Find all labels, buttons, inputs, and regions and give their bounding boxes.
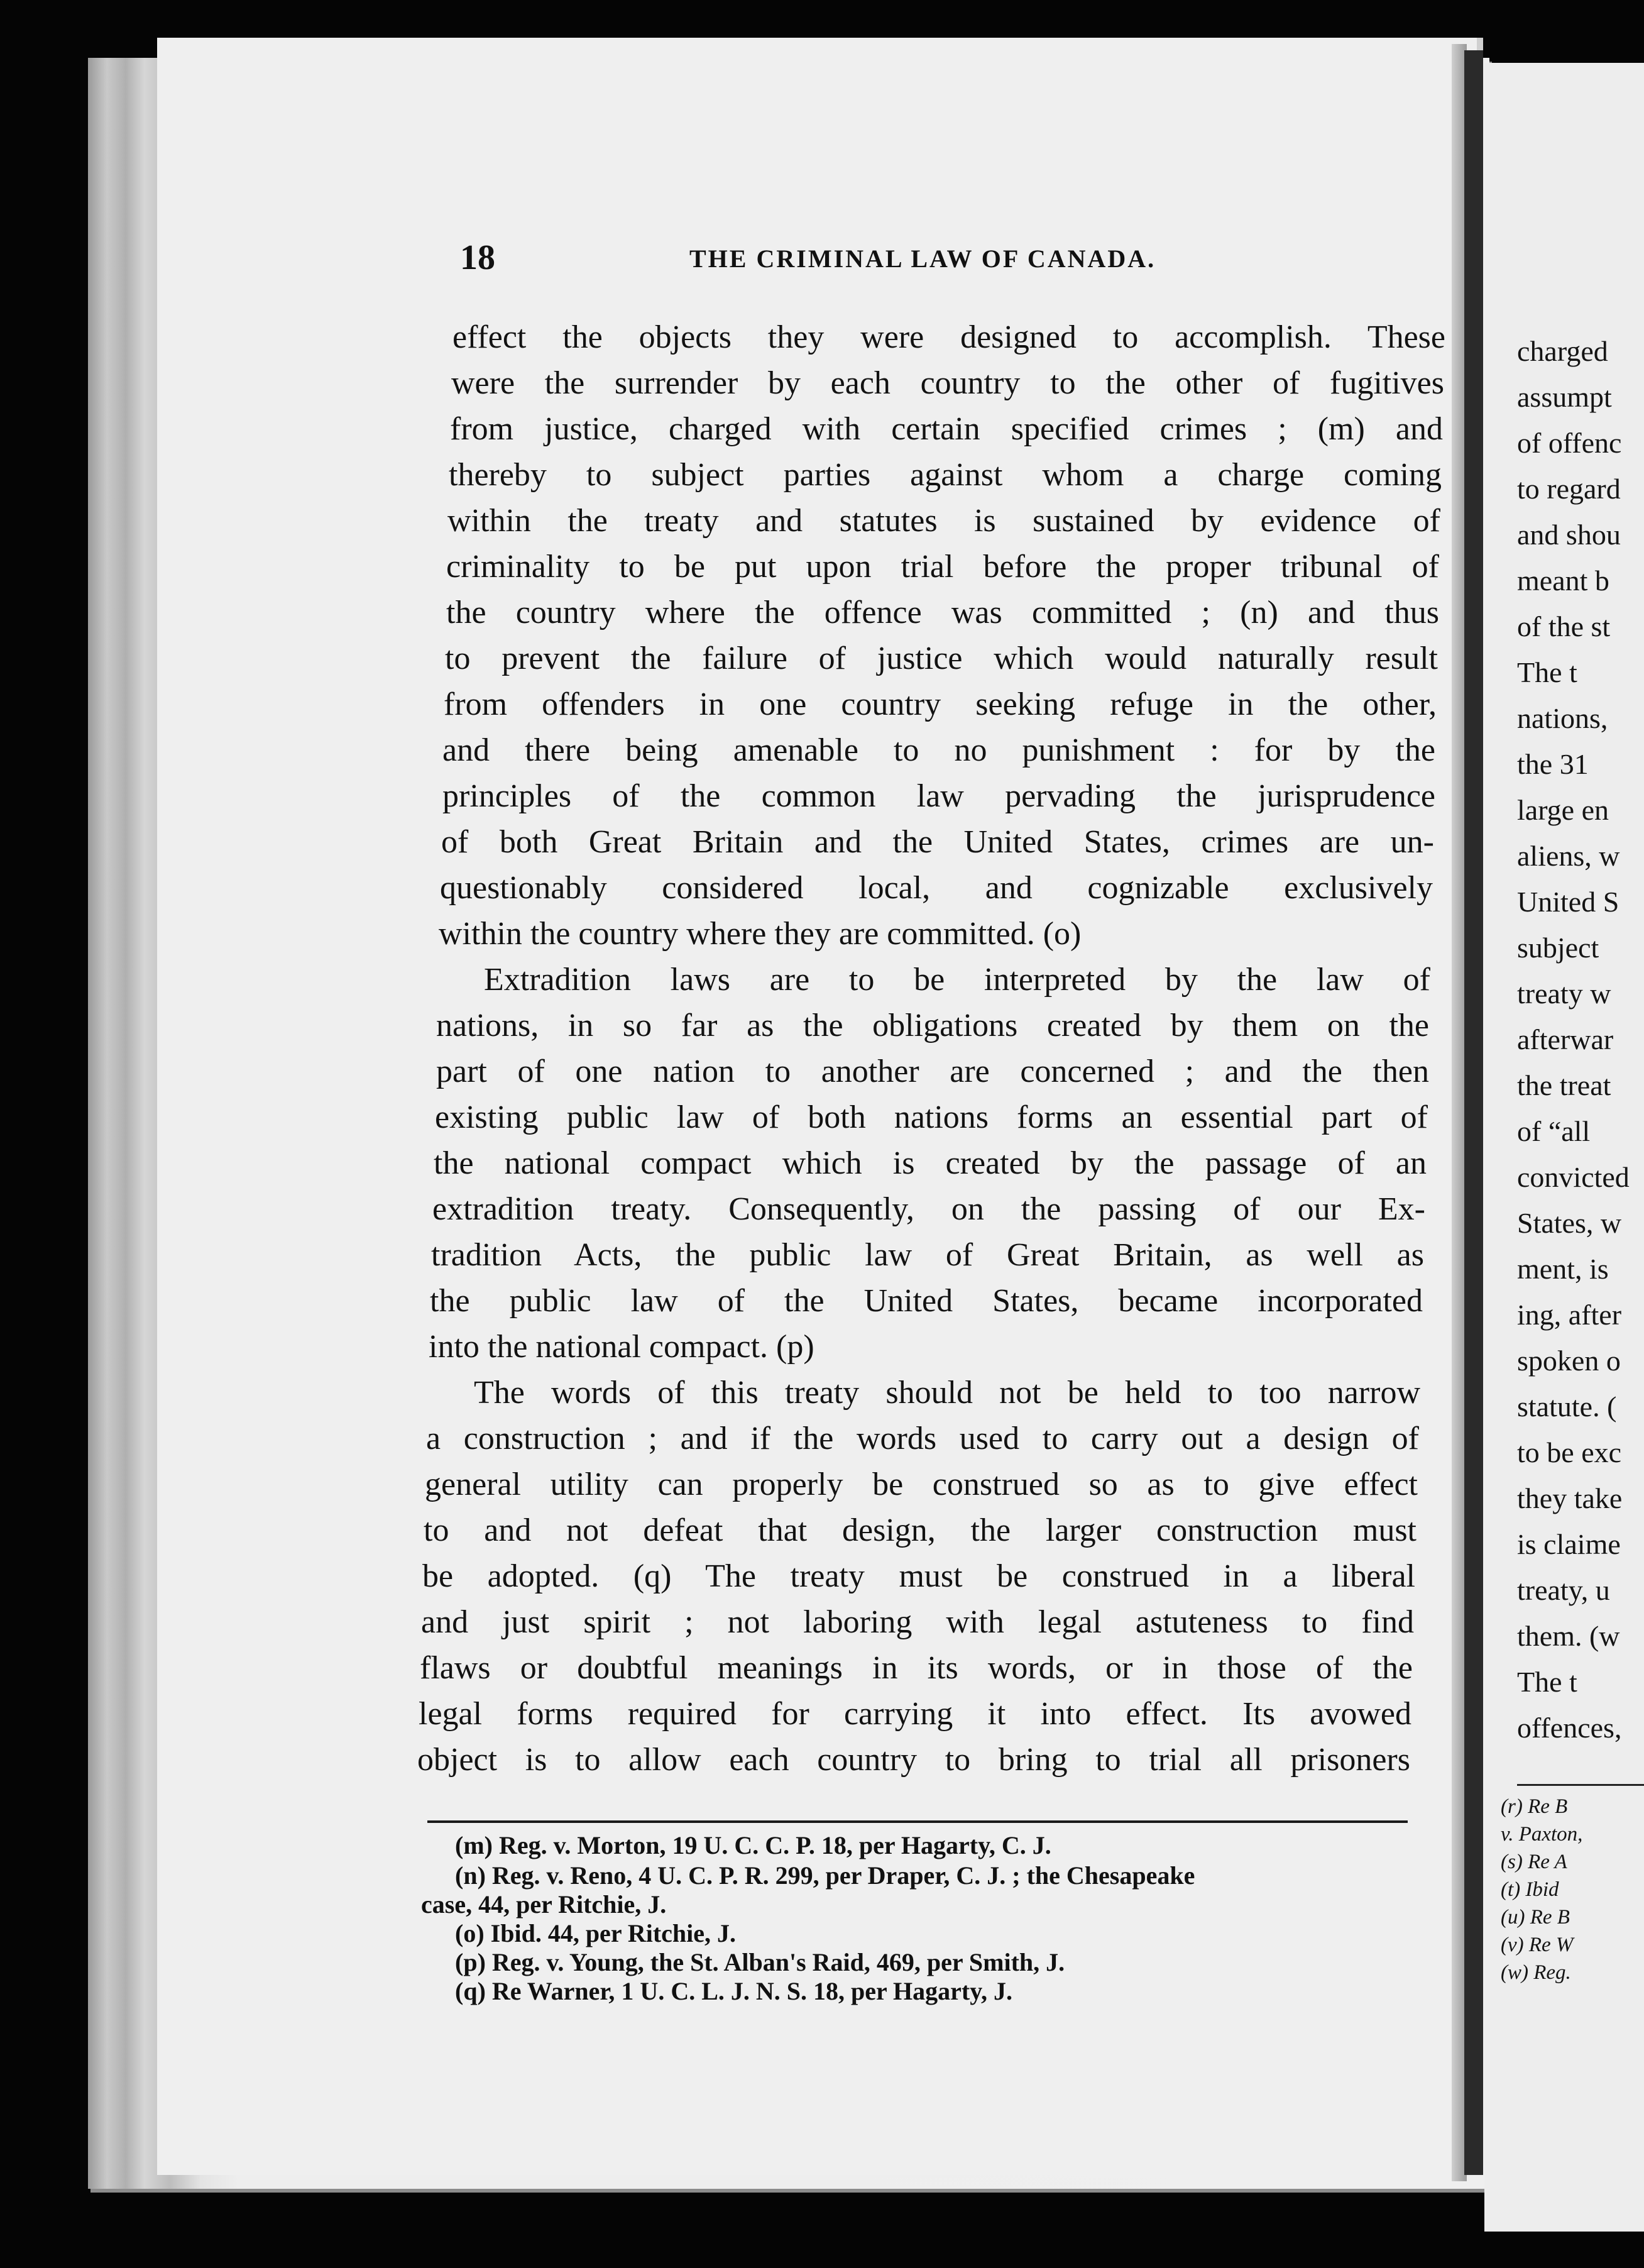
right-page-footnote: (t) Ibid bbox=[1501, 1878, 1559, 1901]
body-line: were the surrender by each country to the other of fugitives bbox=[451, 365, 1444, 401]
right-page-line: nations, bbox=[1517, 702, 1608, 734]
body-line: a construction ; and if the words used to carry out a design of bbox=[426, 1421, 1419, 1456]
body-line: Extradition laws are to be interpreted by the law of bbox=[484, 962, 1430, 998]
body-line: criminality to be put upon trial before the proper tribunal of bbox=[446, 549, 1439, 585]
right-page-footnote: (r) Re B bbox=[1501, 1795, 1568, 1818]
right-page bbox=[1484, 63, 1644, 2232]
body-line: into the national compact. (p) bbox=[429, 1329, 814, 1365]
right-page-line: convicted bbox=[1517, 1161, 1630, 1193]
footnote: (o) Ibid. 44, per Ritchie, J. bbox=[455, 1919, 737, 1947]
body-line: within the country where they are committed. (o) bbox=[439, 916, 1082, 952]
right-page-footnote: (u) Re B bbox=[1501, 1906, 1570, 1929]
footnote: (q) Re Warner, 1 U. C. L. J. N. S. 18, per Hagarty, J. bbox=[455, 1977, 1013, 2005]
body-line: to and not defeat that design, the larger construction must bbox=[424, 1512, 1417, 1548]
right-page-line: the treat bbox=[1517, 1069, 1611, 1101]
page-number: 18 bbox=[460, 238, 495, 277]
body-line: questionably considered local, and cognizable exclusively bbox=[440, 870, 1433, 906]
right-page-line: they take bbox=[1517, 1482, 1623, 1514]
body-line: from offenders in one country seeking refuge in the other, bbox=[444, 686, 1437, 722]
page-header bbox=[460, 238, 1214, 288]
right-page-line: spoken o bbox=[1517, 1345, 1621, 1377]
right-page-line: of “all bbox=[1517, 1115, 1591, 1147]
right-page-footnote: v. Paxton, bbox=[1501, 1823, 1583, 1846]
right-page-line: The t bbox=[1517, 656, 1577, 688]
body-line: the country where the offence was committed ; (n) and thus bbox=[446, 595, 1439, 630]
body-line: existing public law of both nations forms an essential part of bbox=[435, 1099, 1428, 1135]
right-page-line: ment, is bbox=[1517, 1253, 1609, 1285]
right-page-line: afterwar bbox=[1517, 1023, 1614, 1055]
body-line: nations, in so far as the obligations created by them on the bbox=[436, 1008, 1429, 1043]
footnote: case, 44, per Ritchie, J. bbox=[421, 1890, 667, 1918]
right-page-line: of the st bbox=[1517, 610, 1611, 642]
right-page-line: the 31 bbox=[1517, 748, 1589, 780]
body-line: the national compact which is created by the passage of an bbox=[434, 1145, 1427, 1181]
right-page-line: large en bbox=[1517, 794, 1609, 826]
body-line: be adopted. (q) The treaty must be construed in a liberal bbox=[422, 1558, 1415, 1594]
right-page-line: treaty, u bbox=[1517, 1574, 1610, 1606]
right-page-line: meant b bbox=[1517, 564, 1609, 597]
right-page-line: assumpt bbox=[1517, 381, 1612, 413]
right-footnote-rule bbox=[1517, 1784, 1644, 1786]
body-line: within the treaty and statutes is sustained by evidence of bbox=[447, 503, 1440, 539]
right-page-line: them. (w bbox=[1517, 1620, 1620, 1652]
body-line: to prevent the failure of justice which would naturally result bbox=[445, 641, 1438, 676]
right-page-line: of offenc bbox=[1517, 427, 1622, 459]
running-head: THE CRIMINAL LAW OF CANADA. bbox=[689, 245, 1156, 273]
right-page-line: offences, bbox=[1517, 1712, 1622, 1744]
body-line: from justice, charged with certain specified crimes ; (m) and bbox=[450, 411, 1443, 447]
body-line: The words of this treaty should not be held to too narrow bbox=[474, 1375, 1420, 1411]
body-line: tradition Acts, the public law of Great Britain, as well as bbox=[431, 1237, 1424, 1273]
right-page-line: is claime bbox=[1517, 1528, 1621, 1560]
right-page-line: aliens, w bbox=[1517, 840, 1620, 872]
right-page-footnote: (v) Re W bbox=[1501, 1934, 1574, 1956]
right-page-line: to be exc bbox=[1517, 1436, 1622, 1468]
gutter-shadow bbox=[1464, 50, 1483, 2175]
footnote: (n) Reg. v. Reno, 4 U. C. P. R. 299, per Draper, C. J. ; the Chesapeake bbox=[455, 1861, 1195, 1890]
body-line: the public law of the United States, became incorporated bbox=[430, 1283, 1423, 1319]
footnote-rule bbox=[427, 1820, 1408, 1823]
body-line: general utility can properly be construed so as to give effect bbox=[425, 1467, 1418, 1502]
body-line: effect the objects they were designed to accomplish. These bbox=[452, 319, 1445, 355]
right-page-line: subject bbox=[1517, 932, 1599, 964]
body-line: part of one nation to another are concerned ; and the then bbox=[436, 1054, 1429, 1089]
footnote: (m) Reg. v. Morton, 19 U. C. C. P. 18, per Hagarty, C. J. bbox=[455, 1831, 1051, 1859]
right-page-line: treaty w bbox=[1517, 977, 1611, 1010]
right-page-line: United S bbox=[1517, 886, 1619, 918]
body-line: flaws or doubtful meanings in its words, or in those of the bbox=[420, 1650, 1413, 1686]
right-page-line: to regard bbox=[1517, 473, 1621, 505]
body-line: and just spirit ; not laboring with legal astuteness to find bbox=[421, 1604, 1414, 1640]
right-page-line: States, w bbox=[1517, 1207, 1622, 1239]
right-page-line: ing, after bbox=[1517, 1299, 1622, 1331]
right-page-footnote: (w) Reg. bbox=[1501, 1961, 1571, 1984]
body-line: extradition treaty. Consequently, on the passing of our Ex- bbox=[432, 1191, 1425, 1227]
right-page-line: statute. ( bbox=[1517, 1390, 1617, 1423]
footnote: (p) Reg. v. Young, the St. Alban's Raid, 469, per Smith, J. bbox=[455, 1948, 1065, 1976]
body-line: and there being amenable to no punishment : for by the bbox=[442, 732, 1435, 768]
body-line: legal forms required for carrying it into effect. Its avowed bbox=[419, 1696, 1411, 1732]
right-page-line: The t bbox=[1517, 1666, 1577, 1698]
right-page-line: charged bbox=[1517, 335, 1608, 367]
body-line: principles of the common law pervading the jurisprudence bbox=[442, 778, 1435, 814]
body-line: thereby to subject parties against whom a charge coming bbox=[449, 457, 1442, 493]
right-page-footnote: (s) Re A bbox=[1501, 1851, 1567, 1873]
right-page-line: and shou bbox=[1517, 519, 1621, 551]
body-line: of both Great Britain and the United States, crimes are un- bbox=[441, 824, 1434, 860]
body-line: object is to allow each country to bring to trial all prisoners bbox=[417, 1742, 1410, 1778]
